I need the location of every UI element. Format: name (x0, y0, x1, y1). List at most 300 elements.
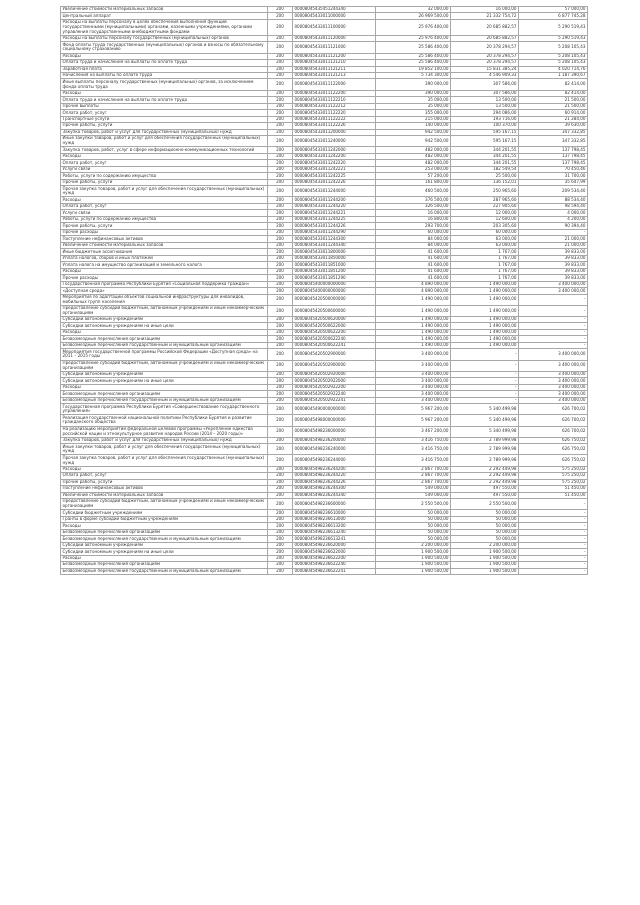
unexecuted-amount-cell: 347 332,85 (519, 136, 588, 147)
line-code-cell: 200 (268, 444, 293, 455)
unexecuted-amount-cell: 90 394,40 (519, 223, 588, 229)
approved-amount-cell: 482 000,00 (376, 153, 451, 159)
executed-amount-cell: 1 490 000,00 (451, 316, 519, 322)
executed-amount-cell: 250 965,60 (451, 186, 519, 197)
line-code-cell: 200 (268, 79, 293, 90)
line-code-cell: 200 (268, 166, 293, 172)
row-name-cell: Мероприятия государственной программы Российской Федерации «Доступная среда» на 2011 – 2015 годы (61, 349, 268, 360)
row-name-cell: Работы, услуги по содержанию имущества (61, 216, 268, 222)
row-name-cell: Государственная программа Республики Бурятия «Социальная поддержка граждан» (61, 281, 268, 287)
budget-code-cell: 00008045433011122200 (293, 90, 376, 96)
budget-code-cell: 00008045433011242000 (293, 147, 376, 153)
approved-amount-cell: 26 969 500,00 (376, 13, 451, 19)
executed-amount-cell: 1 490 000,00 (451, 288, 519, 294)
unexecuted-amount-cell: - (519, 555, 588, 561)
unexecuted-amount-cell: 626 750,02 (519, 437, 588, 443)
approved-amount-cell: 5 967 200,00 (376, 415, 451, 426)
line-code-cell: 200 (268, 103, 293, 109)
row-name-cell: Прочие работы, услуги (61, 479, 268, 485)
budget-code-cell: 00008045498236613000 (293, 516, 376, 522)
unexecuted-amount-cell: 51 450,00 (519, 492, 588, 498)
unexecuted-amount-cell: 626 750,02 (519, 455, 588, 466)
unexecuted-amount-cell: 39 833,00 (519, 255, 588, 261)
unexecuted-amount-cell: 5 290 519,43 (519, 19, 588, 35)
approved-amount-cell: 57 200,00 (376, 173, 451, 179)
approved-amount-cell: 1 490 000,00 (376, 305, 451, 316)
unexecuted-amount-cell: 82 414,00 (519, 79, 588, 90)
executed-amount-cell: 307 586,00 (451, 79, 519, 90)
unexecuted-amount-cell: 3 400 000,00 (519, 391, 588, 397)
table-row (61, 342, 588, 348)
row-name-cell: Прочие работы, услуги (61, 123, 268, 129)
budget-code-cell: 00008045420502922000 (293, 378, 376, 384)
row-name-cell: Безвозмездные перечисления государственным и муниципальным организациям (61, 568, 268, 574)
unexecuted-amount-cell: - (519, 542, 588, 548)
budget-code-cell: 00008045498236240000 (293, 444, 376, 455)
unexecuted-amount-cell: 21 500,00 (519, 103, 588, 109)
budget-code-cell: 00008045433011244000 (293, 186, 376, 197)
executed-amount-cell: 50 000,00 (451, 523, 519, 529)
table-row (61, 316, 588, 322)
row-name-cell: Расходы (61, 53, 268, 59)
approved-amount-cell: 482 000,00 (376, 160, 451, 166)
executed-amount-cell: 100 370,00 (451, 123, 519, 129)
executed-amount-cell: 287 965,60 (451, 197, 519, 203)
budget-code-cell: 00008045420500622000 (293, 323, 376, 329)
line-code-cell: 200 (268, 426, 293, 437)
line-code-cell: 200 (268, 275, 293, 281)
unexecuted-amount-cell: 70 450,46 (519, 166, 588, 172)
approved-amount-cell: 1 900 500,00 (376, 562, 451, 568)
table-row (61, 323, 588, 329)
line-code-cell: 200 (268, 42, 293, 53)
line-code-cell: 200 (268, 255, 293, 261)
row-name-cell: Закупка товаров, работ и услуг для государственных (муниципальных) нужд (61, 437, 268, 443)
unexecuted-amount-cell: 21 000,00 (519, 236, 588, 242)
approved-amount-cell: 549 000,00 (376, 486, 451, 492)
line-code-cell: 200 (268, 492, 293, 498)
row-name-cell: Закупка товаров, работ, услуг в сфере информационно-коммуникационных технологий (61, 147, 268, 153)
budget-code-cell: 00008045433011851200 (293, 268, 376, 274)
line-code-cell: 200 (268, 53, 293, 59)
unexecuted-amount-cell: - (519, 499, 588, 510)
approved-amount-cell: 482 000,00 (376, 147, 451, 153)
budget-code-cell: 00008045433011851290 (293, 275, 376, 281)
row-name-cell: Безвозмездные перечисления организациям (61, 336, 268, 342)
unexecuted-amount-cell: 626 700,02 (519, 426, 588, 437)
approved-amount-cell: 3 400 000,00 (376, 378, 451, 384)
executed-amount-cell: 13 500,00 (451, 103, 519, 109)
approved-amount-cell: 140 000,00 (376, 123, 451, 129)
executed-amount-cell: 50 000,00 (451, 516, 519, 522)
executed-amount-cell: 1 900 500,00 (451, 555, 519, 561)
row-name-cell: Прочие расходы (61, 275, 268, 281)
approved-amount-cell: 84 000,00 (376, 236, 451, 242)
unexecuted-amount-cell: 21 284,00 (519, 116, 588, 122)
unexecuted-amount-cell: - (519, 294, 588, 305)
approved-amount-cell: 3 400 000,00 (376, 371, 451, 377)
row-name-cell: Расходы (61, 329, 268, 335)
unexecuted-amount-cell: 137 798,45 (519, 153, 588, 159)
row-name-cell: Субсидии автономным учреждениям (61, 542, 268, 548)
line-code-cell: 200 (268, 7, 293, 13)
table-row (61, 186, 588, 197)
row-name-cell: Оплата труда и начисления на выплаты по оплате труда (61, 97, 268, 103)
approved-amount-cell: 16 800,00 (376, 216, 451, 222)
budget-code-cell: 00008045498236244300 (293, 486, 376, 492)
executed-amount-cell: 20 378 294,57 (451, 60, 519, 66)
executed-amount-cell: 1 900 500,00 (451, 562, 519, 568)
line-code-cell: 200 (268, 136, 293, 147)
line-code-cell: 200 (268, 249, 293, 255)
row-name-cell: Безвозмездные перечисления организациям (61, 562, 268, 568)
row-name-cell: Прочие расходы (61, 229, 268, 235)
unexecuted-amount-cell: 3 400 000,00 (519, 371, 588, 377)
unexecuted-amount-cell: 626 750,02 (519, 444, 588, 455)
budget-code-cell: 00008045433011000000 (293, 13, 376, 19)
table-row (61, 562, 588, 568)
row-name-cell: Гранты в форме субсидии бюджетным учреждениям (61, 516, 268, 522)
table-row (61, 236, 588, 242)
budget-code-cell: 00008045498236244000 (293, 455, 376, 466)
budget-code-cell: 00008045433011122212 (293, 103, 376, 109)
executed-amount-cell: - (451, 384, 519, 390)
executed-amount-cell: 1 490 000,00 (451, 305, 519, 316)
line-code-cell: 200 (268, 123, 293, 129)
row-name-cell: Расходы (61, 466, 268, 472)
executed-amount-cell: 1 767,00 (451, 275, 519, 281)
budget-code-cell: 00008045433011121211 (293, 66, 376, 72)
line-code-cell: 200 (268, 305, 293, 316)
executed-amount-cell: - (451, 360, 519, 371)
row-name-cell: Расходы на выплаты персоналу в целях обеспечения выполнения функций государственными (муниципальными) органами, казенными учреждениями, органами управления государственными внебюджетными фондами (61, 19, 268, 35)
budget-code-cell: 00008045435451244340 (293, 7, 376, 13)
executed-amount-cell: 2 292 449,98 (451, 466, 519, 472)
table-row (61, 510, 588, 516)
budget-code-cell: 00008045498236610000 (293, 510, 376, 516)
line-code-cell: 200 (268, 466, 293, 472)
table-row (61, 255, 588, 261)
line-code-cell: 200 (268, 203, 293, 209)
row-name-cell: Субсидии автономным учреждениям на иные цели (61, 323, 268, 329)
unexecuted-amount-cell: - (519, 229, 588, 235)
executed-amount-cell: 307 586,00 (451, 90, 519, 96)
row-name-cell: Поступление нефинансовых активов (61, 236, 268, 242)
unexecuted-amount-cell: - (519, 342, 588, 348)
row-name-cell: Безвозмездные перечисления государственным и муниципальным организациям (61, 397, 268, 403)
executed-amount-cell: 595 167,15 (451, 136, 519, 147)
executed-amount-cell: 344 201,55 (451, 160, 519, 166)
line-code-cell: 200 (268, 268, 293, 274)
row-name-cell: Заработная плата (61, 66, 268, 72)
table-row (61, 542, 588, 548)
budget-code-cell: 00008045433011122226 (293, 123, 376, 129)
executed-amount-cell: 2 789 999,98 (451, 444, 519, 455)
table-row (61, 492, 588, 498)
executed-amount-cell: 344 201,55 (451, 153, 519, 159)
executed-amount-cell: 5 340 499,98 (451, 415, 519, 426)
approved-amount-cell: 41 600,00 (376, 262, 451, 268)
unexecuted-amount-cell: 347 332,85 (519, 129, 588, 135)
executed-amount-cell: 497 550,00 (451, 486, 519, 492)
unexecuted-amount-cell: 21 000,00 (519, 242, 588, 248)
executed-amount-cell: - (451, 371, 519, 377)
executed-amount-cell: 595 167,15 (451, 129, 519, 135)
row-name-cell: Прочая закупка товаров, работ и услуг для обеспечения государственных (муниципальных) нужд (61, 186, 268, 197)
approved-amount-cell: 1 900 500,00 (376, 549, 451, 555)
row-name-cell: Предоставление субсидий бюджетным, автономным учреждениям и иным некоммерческим организациям (61, 499, 268, 510)
budget-code-cell: 00008045400000000000 (293, 288, 376, 294)
executed-amount-cell: 63 000,00 (451, 236, 519, 242)
executed-amount-cell: 4 546 909,33 (451, 72, 519, 78)
line-code-cell: 200 (268, 229, 293, 235)
executed-amount-cell: 5 340 499,98 (451, 404, 519, 415)
row-name-cell: Транспортные услуги (61, 116, 268, 122)
budget-code-cell: 00008045433011121213 (293, 72, 376, 78)
row-name-cell: Государственная программа Республики Бурятия «Совершенствование государственного управления» (61, 404, 268, 415)
budget-code-cell: 00008045433011200000 (293, 129, 376, 135)
table-row (61, 516, 588, 522)
row-name-cell: Расходы (61, 153, 268, 159)
approved-amount-cell: 25 976 400,00 (376, 35, 451, 41)
approved-amount-cell: 3 400 000,00 (376, 349, 451, 360)
row-name-cell: Субсидии автономным учреждениям (61, 316, 268, 322)
budget-code-cell: 00008045498236244200 (293, 466, 376, 472)
budget-code-cell: 00008045433011242226 (293, 179, 376, 185)
executed-amount-cell: 1 900 500,00 (451, 549, 519, 555)
row-name-cell: Расходы (61, 268, 268, 274)
row-name-cell: Иные закупки товаров, работ и услуг для обеспечения государственных (муниципальных) нужд (61, 444, 268, 455)
line-code-cell: 200 (268, 486, 293, 492)
line-code-cell: 200 (268, 242, 293, 248)
approved-amount-cell: 25 976 400,00 (376, 19, 451, 35)
unexecuted-amount-cell: 209 534,40 (519, 186, 588, 197)
table-row (61, 281, 588, 287)
row-name-cell: Увеличение стоимости материальных запасов (61, 492, 268, 498)
unexecuted-amount-cell: 60 914,00 (519, 110, 588, 116)
row-name-cell: Реализация государственной национальной политики Республики Бурятия и развитие гражданского общества (61, 415, 268, 426)
row-name-cell: Субсидии автономным учреждениям на иные цели (61, 549, 268, 555)
line-code-cell: 200 (268, 329, 293, 335)
line-code-cell: 200 (268, 562, 293, 568)
line-code-cell: 200 (268, 294, 293, 305)
row-name-cell: Оплата работ, услуг (61, 160, 268, 166)
approved-amount-cell: 1 490 000,00 (376, 342, 451, 348)
line-code-cell: 200 (268, 19, 293, 35)
row-name-cell: Оплата труда и начисления на выплаты по оплате труда (61, 60, 268, 66)
unexecuted-amount-cell: 626 700,02 (519, 404, 588, 415)
budget-code-cell: 00008045433011121210 (293, 60, 376, 66)
row-name-cell: Прочая закупка товаров, работ и услуг для обеспечения государственных (муниципальных) нужд (61, 455, 268, 466)
approved-amount-cell: 390 000,00 (376, 90, 451, 96)
unexecuted-amount-cell: 1 187 390,67 (519, 72, 588, 78)
approved-amount-cell: 215 000,00 (376, 116, 451, 122)
budget-code-cell: 00008045498236200000 (293, 437, 376, 443)
unexecuted-amount-cell: 39 833,00 (519, 262, 588, 268)
line-code-cell: 200 (268, 455, 293, 466)
row-name-cell: Иные бюджетные ассигнования (61, 249, 268, 255)
line-code-cell: 200 (268, 384, 293, 390)
row-name-cell: Безвозмездные перечисления организациям (61, 529, 268, 535)
line-code-cell: 200 (268, 147, 293, 153)
table-row (61, 426, 588, 437)
budget-code-cell: 00008045433011244225 (293, 216, 376, 222)
executed-amount-cell: 1 767,00 (451, 255, 519, 261)
row-name-cell: Предоставление субсидий бюджетным, автономным учреждениям и иным некоммерческим организациям (61, 305, 268, 316)
approved-amount-cell: 1 490 000,00 (376, 316, 451, 322)
unexecuted-amount-cell: 39 630,00 (519, 123, 588, 129)
approved-amount-cell: 355 000,00 (376, 110, 451, 116)
line-code-cell: 200 (268, 216, 293, 222)
line-code-cell: 200 (268, 223, 293, 229)
table-row (61, 136, 588, 147)
budget-code-cell: 00008045433011122210 (293, 97, 376, 103)
executed-amount-cell: 2 200 000,00 (451, 542, 519, 548)
budget-code-cell: 00008045433011122220 (293, 110, 376, 116)
unexecuted-amount-cell: - (519, 529, 588, 535)
budget-code-cell: 00008045420502920000 (293, 371, 376, 377)
line-code-cell: 200 (268, 186, 293, 197)
executed-amount-cell: - (451, 391, 519, 397)
executed-amount-cell: 13 500,00 (451, 97, 519, 103)
budget-code-cell: 00008045420500600000 (293, 305, 376, 316)
executed-amount-cell: 203 305,60 (451, 223, 519, 229)
table-row (61, 19, 588, 35)
table-row (61, 60, 588, 66)
line-code-cell: 200 (268, 516, 293, 522)
line-code-cell: 200 (268, 160, 293, 166)
budget-code-cell: 00008045400000000000 (293, 281, 376, 287)
budget-code-cell: 00008045490000000000 (293, 404, 376, 415)
budget-code-cell: 00008045433011850000 (293, 255, 376, 261)
approved-amount-cell: 5 734 300,00 (376, 72, 451, 78)
unexecuted-amount-cell: - (519, 510, 588, 516)
executed-amount-cell: 12 600,00 (451, 216, 519, 222)
approved-amount-cell: 1 900 500,00 (376, 555, 451, 561)
executed-amount-cell: 1 490 000,00 (451, 294, 519, 305)
budget-code-cell: 00008045433011244200 (293, 197, 376, 203)
table-row (61, 444, 588, 455)
row-name-cell: Безвозмездные перечисления организациям (61, 391, 268, 397)
budget-code-cell: 00008045420500620000 (293, 316, 376, 322)
table-row (61, 294, 588, 305)
executed-amount-cell: 2 789 999,98 (451, 455, 519, 466)
unexecuted-amount-cell: 82 414,00 (519, 90, 588, 96)
row-name-cell: Увеличение стоимости материальных запасов (61, 7, 268, 13)
budget-code-cell: 00008045420500000000 (293, 294, 376, 305)
table-row (61, 305, 588, 316)
executed-amount-cell: 1 490 000,00 (451, 342, 519, 348)
unexecuted-amount-cell: 5 208 105,43 (519, 53, 588, 59)
unexecuted-amount-cell: 21 500,00 (519, 97, 588, 103)
approved-amount-cell: 35 000,00 (376, 103, 451, 109)
budget-code-cell: 00008045433011244340 (293, 242, 376, 248)
line-code-cell: 200 (268, 415, 293, 426)
row-name-cell: Безвозмездные перечисления государственным и муниципальным организациям (61, 342, 268, 348)
budget-code-cell: 00008045433011121000 (293, 42, 376, 53)
table-row (61, 486, 588, 492)
line-code-cell: 200 (268, 236, 293, 242)
approved-amount-cell: 50 000,00 (376, 529, 451, 535)
executed-amount-cell: 1 767,00 (451, 249, 519, 255)
line-code-cell: 200 (268, 542, 293, 548)
unexecuted-amount-cell: - (519, 549, 588, 555)
table-row (61, 568, 588, 574)
executed-amount-cell: 2 292 449,98 (451, 473, 519, 479)
approved-amount-cell: 35 000,00 (376, 97, 451, 103)
approved-amount-cell: 376 500,00 (376, 197, 451, 203)
approved-amount-cell: 41 600,00 (376, 255, 451, 261)
table-row (61, 147, 588, 153)
unexecuted-amount-cell: 3 400 000,00 (519, 378, 588, 384)
row-name-cell: Расходы (61, 523, 268, 529)
unexecuted-amount-cell: - (519, 568, 588, 574)
approved-amount-cell: 41 600,00 (376, 268, 451, 274)
approved-amount-cell: 16 000,00 (376, 210, 451, 216)
approved-amount-cell: 1 490 000,00 (376, 323, 451, 329)
unexecuted-amount-cell: 3 400 000,00 (519, 384, 588, 390)
table-body (61, 7, 588, 575)
budget-code-cell: 00008045420502900000 (293, 360, 376, 371)
budget-code-cell: 00008045433011242220 (293, 160, 376, 166)
table-row (61, 360, 588, 371)
line-code-cell: 200 (268, 555, 293, 561)
row-name-cell: Прочие работы, услуги (61, 223, 268, 229)
approved-amount-cell: 19 852 100,00 (376, 66, 451, 72)
budget-code-cell: 00008045498236622200 (293, 555, 376, 561)
approved-amount-cell: 1 490 000,00 (376, 294, 451, 305)
budget-code-cell: 00008045433011122000 (293, 79, 376, 90)
budget-code-cell: 00008045433011121200 (293, 53, 376, 59)
line-code-cell: 200 (268, 378, 293, 384)
row-name-cell: Иные закупки товаров, работ и услуг для обеспечения государственных (муниципальных) нужд (61, 136, 268, 147)
executed-amount-cell: 50 000,00 (451, 536, 519, 542)
budget-code-cell: 00008045420500622241 (293, 342, 376, 348)
approved-amount-cell: 460 500,00 (376, 186, 451, 197)
budget-execution-table (60, 6, 587, 575)
line-code-cell: 200 (268, 323, 293, 329)
budget-code-cell: 00008045433011851000 (293, 262, 376, 268)
line-code-cell: 200 (268, 342, 293, 348)
approved-amount-cell: 25 586 400,00 (376, 60, 451, 66)
budget-code-cell: 00008045498236244220 (293, 473, 376, 479)
approved-amount-cell: 326 500,00 (376, 203, 451, 209)
table-row (61, 349, 588, 360)
unexecuted-amount-cell: - (519, 536, 588, 542)
approved-amount-cell: 3 400 000,00 (376, 384, 451, 390)
approved-amount-cell: 84 000,00 (376, 242, 451, 248)
row-name-cell: Расходы (61, 90, 268, 96)
executed-amount-cell: 12 000,00 (451, 210, 519, 216)
approved-amount-cell: 25 586 400,00 (376, 42, 451, 53)
unexecuted-amount-cell: 39 833,00 (519, 275, 588, 281)
unexecuted-amount-cell: 626 700,02 (519, 415, 588, 426)
budget-code-cell: 00008045433011244290 (293, 229, 376, 235)
line-code-cell: 200 (268, 288, 293, 294)
row-name-cell: Расходы (61, 555, 268, 561)
budget-code-cell: 00008045433011122222 (293, 116, 376, 122)
approved-amount-cell: 549 000,00 (376, 492, 451, 498)
row-name-cell: Оплата работ, услуг (61, 203, 268, 209)
approved-amount-cell: 3 416 750,00 (376, 437, 451, 443)
approved-amount-cell: 50 000,00 (376, 523, 451, 529)
executed-amount-cell: 294 086,00 (451, 110, 519, 116)
budget-code-cell: 00008045498236622000 (293, 549, 376, 555)
budget-code-cell: 00008045420502900000 (293, 349, 376, 360)
line-code-cell: 200 (268, 35, 293, 41)
executed-amount-cell: 60 000,00 (451, 229, 519, 235)
approved-amount-cell: 4 890 000,00 (376, 281, 451, 287)
